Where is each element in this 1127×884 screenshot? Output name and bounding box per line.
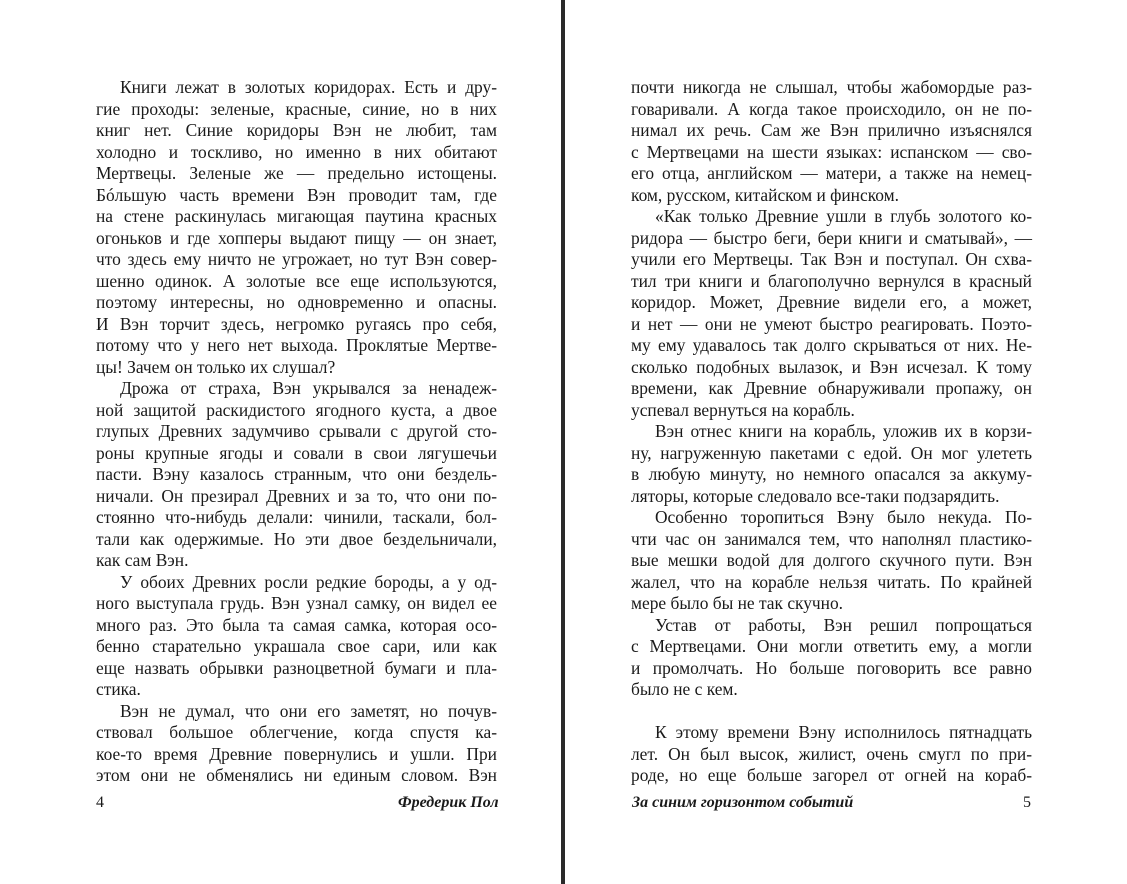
text-line: успевал вернуться на корабль. <box>631 399 855 420</box>
text-line: на стене раскинулась мигающая паутина красных <box>96 206 497 226</box>
section-break <box>631 701 1032 723</box>
text-line: ляторы, которые следовало все-таки подзарядить. <box>631 485 1000 506</box>
text-line: ного выступала грудь. Вэн узнал самку, он видел ее <box>96 593 497 613</box>
paragraph <box>631 507 1032 615</box>
book-spine-divider <box>561 0 565 884</box>
text-line: му ему удавалось так долго скрываться от них. Не- <box>631 335 1032 355</box>
text-line: жалел, что на корабле нельзя читать. По крайней <box>631 571 1032 592</box>
text-line: ну, нагруженную пакетами с едой. Он мог улететь <box>631 442 1032 463</box>
text-line: Бóльшую часть времени Вэн проводит там, где <box>96 184 497 205</box>
text-line: как сам Вэн. <box>96 550 189 570</box>
text-line: Дрожа от страха, Вэн укрывался за ненадеж- <box>120 378 497 398</box>
text-line: ком, русском, китайском и финском. <box>631 184 899 205</box>
paragraph <box>631 615 1032 701</box>
text-line: коридор. Может, Древние видели его, а может, <box>631 292 1032 312</box>
text-line: стика. <box>96 679 141 699</box>
text-line: было не с кем. <box>631 679 738 699</box>
text-line: Вэн отнес книги на корабль, уложив их в корзи- <box>655 421 1032 441</box>
text-line: с Мертвецами на шести языках: испанском — сво- <box>631 141 1032 162</box>
text-line: К этому времени Вэну исполнилось пятнадцать <box>655 722 1032 742</box>
text-line: роны крупные ягоды и совали в свои лягушечьи <box>96 442 497 463</box>
left-page-number: 4 <box>96 794 104 811</box>
text-line: ничали. Он презирал Древних и за то, что они по- <box>96 485 497 506</box>
text-line: тил три книги и благополучно вернулся в красный <box>631 270 1032 291</box>
text-line: ной защитой раскидистого ягодного куста, а двое <box>96 399 497 420</box>
text-line: много раз. Это была та самая самка, которая осо- <box>96 614 497 635</box>
text-line: Устав от работы, Вэн решил попрощаться <box>655 614 1032 635</box>
text-line: сколько подобных вылазок, и Вэн исчезал. К тому <box>631 356 1032 377</box>
text-line: Вэн не думал, что они его заметят, но почув- <box>120 700 497 721</box>
text-line: мере было бы не так скучно. <box>631 593 844 613</box>
text-line: и промолчать. Но больше поговорить все равно <box>631 657 1032 678</box>
text-line: Особенно торопиться Вэну было некуда. По- <box>655 507 1032 527</box>
text-line: Мертвецы. Зеленые же — предельно истощены. <box>96 163 497 183</box>
right-page-number: 5 <box>1023 794 1031 811</box>
text-line: цы! Зачем он только их слушал? <box>96 356 336 377</box>
text-line: чти час он занимался тем, что наполнял пластико- <box>631 528 1032 549</box>
text-line: почти никогда не слышал, чтобы жабомордые раз- <box>631 77 1032 97</box>
paragraph <box>631 206 1032 421</box>
paragraph <box>96 701 497 787</box>
paragraph <box>631 77 1032 206</box>
text-line: учили его Мертвецы. Так Вэн и поступал. Он схва- <box>631 249 1032 269</box>
text-line: в любую минуту, но немного опасался за аккуму- <box>631 464 1032 484</box>
text-line: пасти. Вэну казалось странным, что они бездель- <box>96 464 497 484</box>
text-line: шенно одинок. А золотые все еще используются, <box>96 270 497 291</box>
text-line: потому что у него нет выхода. Проклятые Мертве- <box>96 335 497 355</box>
text-line: У обоих Древних росли редкие бороды, а у од- <box>120 571 497 592</box>
text-line: глупых Древних задумчиво срывали с другой сто- <box>96 421 497 441</box>
left-page-text <box>96 77 497 787</box>
left-page <box>0 0 562 884</box>
paragraph <box>96 77 497 378</box>
text-line: огоньков и где хопперы выдают пищу — он знает, <box>96 227 497 248</box>
text-line: еще назвать обрывки разноцветной бумаги и пла- <box>96 657 497 678</box>
text-line: говаривали. А когда такое происходило, он не по- <box>631 98 1032 119</box>
text-line: Книги лежат в золотых коридорах. Есть и дру- <box>120 77 497 97</box>
text-line: роде, но еще больше загорел от огней на кораб- <box>631 765 1032 785</box>
text-line: поэтому интересны, но одновременно и опасны. <box>96 292 497 312</box>
text-line: этом они не обменялись ни единым словом. Вэн <box>96 765 497 785</box>
text-line: тали как одержимые. Но эти двое бездельничали, <box>96 528 497 549</box>
paragraph <box>96 378 497 572</box>
text-line: что здесь ему ничто не угрожает, но тут Вэн совер- <box>96 249 497 269</box>
right-page-text <box>631 77 1032 787</box>
text-line: нимал их речь. Сам же Вэн прилично изъяснялся <box>631 120 1032 140</box>
text-line: ствовал большое облегчение, когда спустя ка- <box>96 722 497 742</box>
text-line: лет. Он был высок, жилист, очень смугл по при- <box>631 743 1032 764</box>
text-line: его отца, английском — матери, а также на немец- <box>631 163 1032 183</box>
right-page <box>566 0 1127 884</box>
text-line: с Мертвецами. Они могли ответить ему, а могли <box>631 636 1032 656</box>
text-line: холодно и тоскливо, но именно в них обитают <box>96 141 497 162</box>
text-line: кое-то время Древние повернулись и ушли. При <box>96 743 497 764</box>
text-line: книг нет. Синие коридоры Вэн не любит, там <box>96 120 497 140</box>
text-line: ридора — быстро беги, бери книги и сматывай», — <box>631 227 1032 248</box>
text-line: вые мешки водой для долгого скучного пути. Вэн <box>631 550 1032 570</box>
left-running-head: Фредерик Пол <box>398 794 499 811</box>
text-line: «Как только Древние ушли в глубь золотого ко- <box>655 206 1032 226</box>
text-line: И Вэн торчит здесь, негромко ругаясь про себя, <box>96 313 497 334</box>
text-line: гие проходы: зеленые, красные, синие, но в них <box>96 98 497 119</box>
paragraph <box>631 421 1032 507</box>
text-line: и нет — они не умеют быстро реагировать. Поэто- <box>631 313 1032 334</box>
paragraph <box>96 572 497 701</box>
text-line: времени, как Древние обнаруживали пропажу, он <box>631 378 1032 398</box>
paragraph <box>631 722 1032 787</box>
right-running-head: За синим горизонтом событий <box>632 794 854 811</box>
text-line: бенно старательно украшала свое сари, или как <box>96 636 497 656</box>
text-line: стоянно что-нибудь делали: чинили, таскали, бол- <box>96 507 497 527</box>
